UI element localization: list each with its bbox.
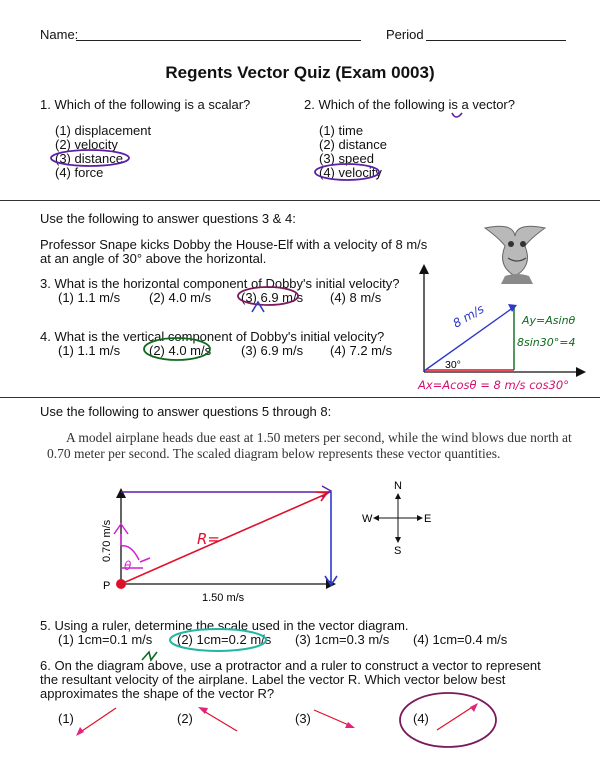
s58-paragraph-line-1: A model airplane heads due east at 1.50 meters per second, while the wind blows due north at	[66, 430, 572, 445]
compass-w: W	[362, 513, 373, 525]
ay-value: 8sin30°=4	[517, 336, 576, 349]
q5-option-1[interactable]: (1) 1cm=0.1 m/s	[58, 632, 153, 647]
y-axis-arrowhead	[419, 264, 429, 274]
q3-option-3[interactable]: (3) 6.9 m/s	[241, 290, 304, 305]
airplane-vector-diagram	[0, 470, 600, 610]
q5-option-4[interactable]: (4) 1cm=0.4 m/s	[413, 632, 508, 647]
ax-formula: Ax=Acosθ = 8 m/s cos30°	[418, 378, 569, 392]
q1-option-3[interactable]: (3) distance	[55, 151, 123, 166]
option-vector-1	[76, 708, 116, 736]
angle-label: 30°	[445, 359, 461, 371]
q4-answer-circle	[144, 338, 210, 360]
compass-n: N	[394, 480, 402, 492]
name-label: Name:	[40, 27, 79, 42]
angle-marker	[114, 524, 150, 568]
q6-line-2: the resultant velocity of the airplane. Label the vector R. Which vector below best	[40, 672, 506, 687]
s34-text-line-2: at an angle of 30° above the horizontal.	[40, 251, 267, 266]
q3-option-1[interactable]: (1) 1.1 m/s	[58, 290, 121, 305]
q3-question: 3. What is the horizontal component of Dobby's initial velocity?	[40, 276, 400, 291]
point-p-dot	[116, 579, 126, 589]
q1-option-1[interactable]: (1) displacement	[55, 123, 152, 138]
q1-question: 1. Which of the following is a scalar?	[40, 97, 251, 112]
option-vector-2	[198, 707, 237, 731]
q6-option-3-label[interactable]: (3)	[295, 711, 311, 726]
q6-line-3: approximates the shape of the vector R?	[40, 686, 275, 701]
hypotenuse-label: 8 m/s	[450, 301, 487, 331]
q5-option-2[interactable]: (2) 1cm=0.2 m/s	[177, 632, 272, 647]
q6-option-2-label[interactable]: (2)	[177, 711, 193, 726]
q1-answer-circle	[51, 150, 129, 166]
resultant-r-vector	[121, 494, 326, 584]
q6-option-1-label[interactable]: (1)	[58, 711, 74, 726]
x-label: 1.50 m/s	[202, 592, 245, 604]
q5-option-3[interactable]: (3) 1cm=0.3 m/s	[295, 632, 390, 647]
q1-option-2[interactable]: (2) velocity	[55, 137, 118, 152]
q6-answer-circle	[400, 693, 496, 747]
q2-option-2[interactable]: (2) distance	[319, 137, 387, 152]
q2-underline-mark	[452, 113, 462, 117]
dobby-illustration	[485, 226, 545, 284]
q2-answer-circle	[315, 164, 379, 180]
option-vector-4	[437, 703, 478, 730]
r-label: R=	[197, 530, 220, 548]
s34-intro: Use the following to answer questions 3 & 4:	[40, 211, 296, 226]
x-axis-arrowhead	[576, 367, 586, 377]
compass-s: S	[394, 545, 402, 557]
s34-text-line-1: Professor Snape kicks Dobby the House-Elf with a velocity of 8 m/s	[40, 237, 428, 252]
ay-formula: Ay=Asinθ	[522, 314, 576, 327]
q4-option-1[interactable]: (1) 1.1 m/s	[58, 343, 121, 358]
q4-option-3[interactable]: (3) 6.9 m/s	[241, 343, 304, 358]
q3-option-2[interactable]: (2) 4.0 m/s	[149, 290, 212, 305]
q6-option-4-label[interactable]: (4)	[413, 711, 429, 726]
compass-e: E	[424, 513, 432, 525]
s58-paragraph-line-2: 0.70 meter per second. The scaled diagram below represents these vector quantities.	[47, 446, 501, 461]
q6-line-1: 6. On the diagram above, use a protractor and a ruler to construct a vector to represent	[40, 658, 541, 673]
q3-option-4[interactable]: (4) 8 m/s	[330, 290, 382, 305]
theta-label: θ	[124, 559, 132, 573]
q2-option-4[interactable]: (4) velocity	[319, 165, 382, 180]
q4-option-2[interactable]: (2) 4.0 m/s	[149, 343, 212, 358]
compass-rose-icon	[362, 480, 431, 557]
q3-answer-circle	[238, 287, 298, 305]
q5-question: 5. Using a ruler, determine the scale used in the vector diagram.	[40, 618, 409, 633]
y-label: 0.70 m/s	[101, 519, 113, 562]
option-vector-3	[314, 710, 355, 728]
section34-graphics	[0, 200, 600, 400]
q4-question: 4. What is the vertical component of Dobby's initial velocity?	[40, 329, 385, 344]
q12-annotations	[0, 0, 600, 200]
q2-option-1[interactable]: (1) time	[319, 123, 364, 138]
period-label: Period	[386, 27, 424, 42]
q1-option-4[interactable]: (4) force	[55, 165, 104, 180]
q2-question: 2. Which of the following is a vector?	[304, 97, 515, 112]
divider-2	[0, 397, 600, 398]
point-p-label: P	[103, 580, 111, 592]
q4-option-4[interactable]: (4) 7.2 m/s	[330, 343, 393, 358]
q6-scribble-mark	[142, 652, 157, 660]
s58-intro: Use the following to answer questions 5 through 8:	[40, 404, 332, 419]
q56-graphics	[0, 600, 600, 772]
page-title: Regents Vector Quiz (Exam 0003)	[165, 63, 435, 82]
q5-answer-circle	[170, 629, 266, 651]
q2-option-3[interactable]: (3) speed	[319, 151, 374, 166]
